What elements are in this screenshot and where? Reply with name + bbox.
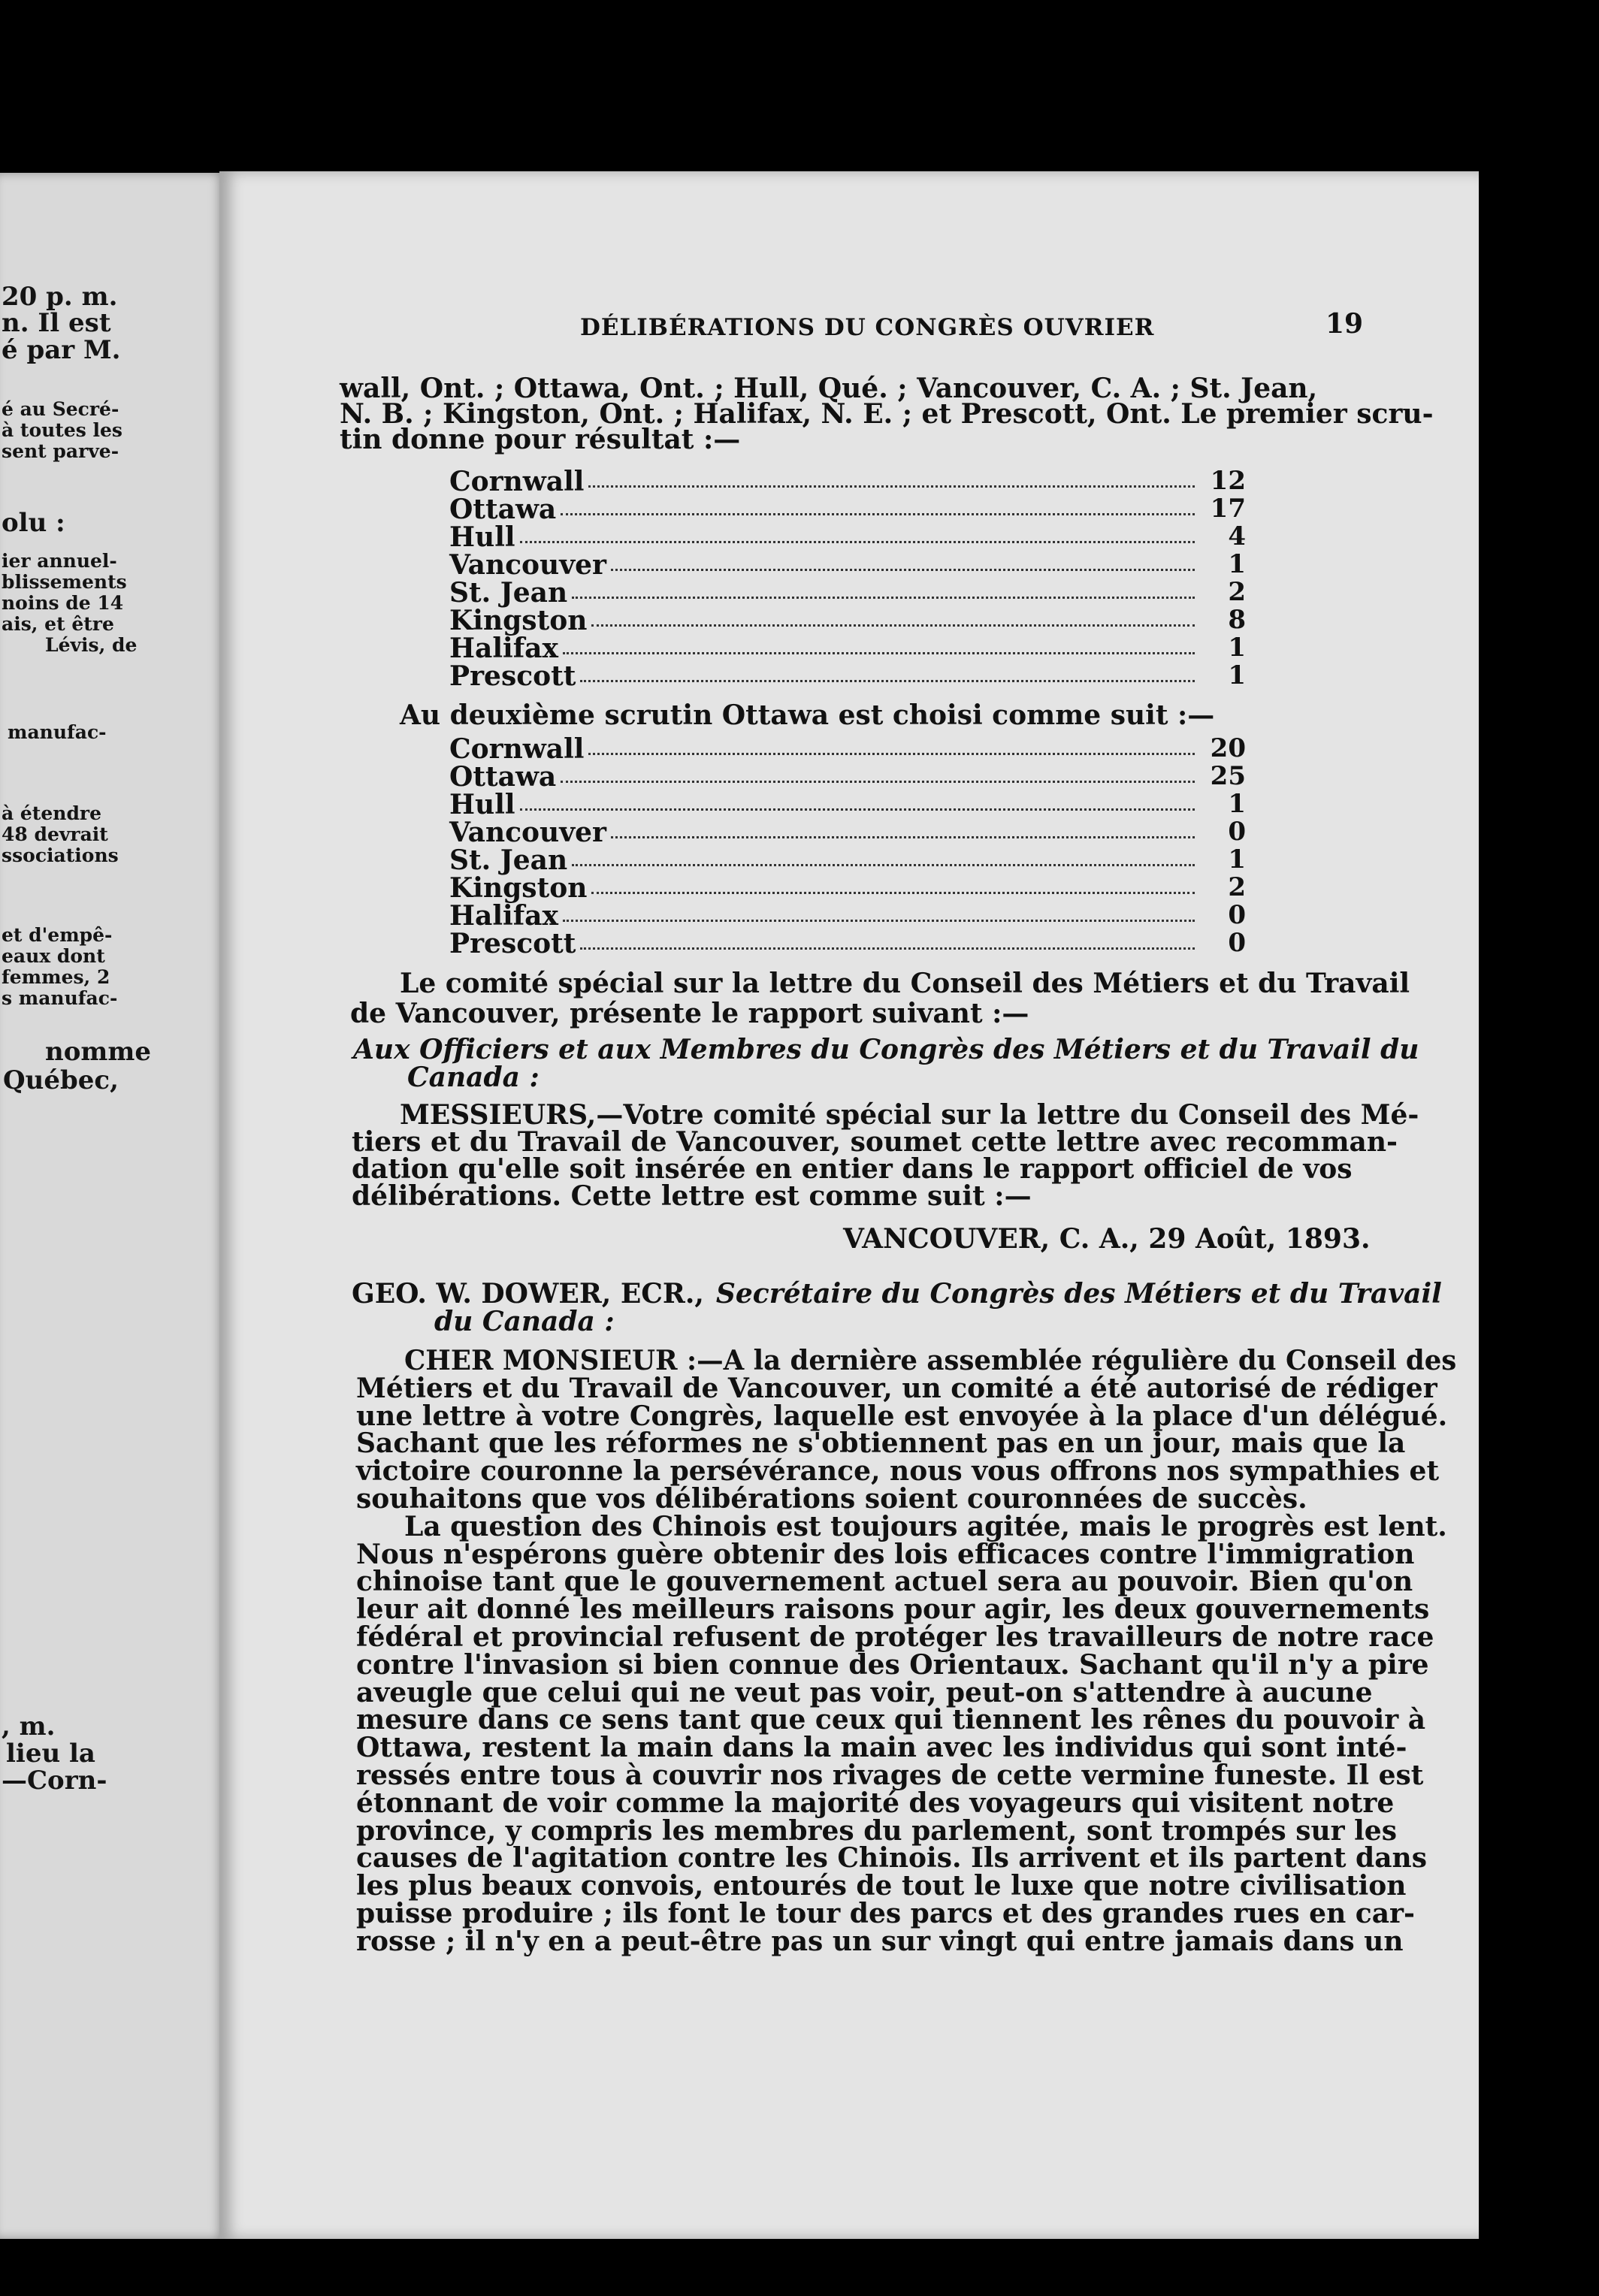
letter-line: une lettre à votre Congrès, laquelle est envoyée à la place d'un délégué. [356,1400,1448,1432]
first-ballot-candidate-name: Cornwall [449,466,585,497]
dot-leader [591,624,1195,627]
dot-leader [588,485,1195,488]
previous-page-text-fragment: femmes, 2 [2,966,110,988]
first-ballot-vote-count: 1 [1228,549,1246,579]
letter-line: mesure dans ce sens tant que ceux qui tiennent les rênes du pouvoir à [356,1704,1426,1736]
second-ballot-candidate-name: Halifax [449,900,558,932]
messieurs-line: dation qu'elle soit insérée en entier dans le rapport officiel de vos [352,1153,1353,1185]
previous-page-text-fragment: , m. [2,1711,56,1742]
letter-line: Métiers et du Travail de Vancouver, un comité a été autorisé de rédiger [356,1373,1437,1404]
previous-page-text-fragment: s manufac- [2,987,118,1009]
letter-line: Sachant que les réformes ne s'obtiennent pas en un jour, mais que la [356,1427,1406,1459]
previous-page-text-fragment: sent parve- [2,440,119,462]
messieurs-line: MESSIEURS,—Votre comité spécial sur la lettre du Conseil des Mé- [400,1099,1419,1131]
first-ballot-vote-count: 17 [1210,494,1246,524]
dot-leader [591,892,1195,894]
dot-leader [520,541,1195,543]
previous-page-text-fragment: ier annuel- [2,550,117,572]
intro-line: N. B. ; Kingston, Ont. ; Halifax, N. E. ; et Prescott, Ont. Le premier scru- [340,398,1434,430]
second-ballot-vote-count: 20 [1210,733,1246,763]
first-ballot-candidate-name: Hull [449,521,515,553]
second-ballot-candidate-name: Hull [449,789,515,820]
first-ballot-vote-count: 4 [1228,521,1246,551]
previous-page-text-fragment: 20 p. m. [2,282,118,312]
first-ballot-row [449,494,1479,524]
second-ballot-vote-count: 0 [1228,928,1246,958]
letter-line: leur ait donné les meilleurs raisons pour agir, les deux gouvernements [356,1594,1430,1625]
first-ballot-candidate-name: Halifax [449,633,558,664]
previous-page-text-fragment: à toutes les [2,419,123,441]
dot-leader [563,652,1195,654]
first-ballot-candidate-name: St. Jean [449,577,568,609]
first-ballot-row [449,577,1479,607]
second-ballot-intro: Au deuxième scrutin Ottawa est choisi comme suit :— [400,699,1215,731]
page-number: 19 [1325,308,1364,340]
letter-line: CHER MONSIEUR :—A la dernière assemblée régulière du Conseil des [404,1345,1457,1376]
previous-page-text-fragment: olu : [2,508,65,538]
dot-leader [563,920,1195,922]
letter-line: Ottawa, restent la main dans la main avec les individus qui sont inté- [356,1732,1407,1763]
dot-leader [561,781,1195,783]
previous-page-text-fragment: Québec, [3,1065,119,1095]
second-ballot-candidate-name: Kingston [449,872,588,904]
letter-line: Nous n'espérons guère obtenir des lois efficaces contre l'immigration [356,1539,1415,1570]
second-ballot-candidate-name: St. Jean [449,844,568,876]
messieurs-line: tiers et du Travail de Vancouver, soumet cette lettre avec recomman- [352,1126,1398,1158]
second-ballot-row [449,928,1479,958]
letter-line: puisse produire ; ils font le tour des parcs et des grandes rues en car- [356,1898,1415,1929]
letter-line: ressés entre tous à couvrir nos rivages de cette vermine funeste. Il est [356,1760,1424,1791]
previous-page-text-fragment: —Corn- [2,1766,107,1796]
committee-line: de Vancouver, présente le rapport suivant :— [350,998,1029,1029]
second-ballot-row [449,817,1479,847]
letter-line: les plus beaux convois, entourés de tout le luxe que notre civilisation [356,1870,1407,1902]
letter-line: aveugle que celui qui ne veut pas voir, peut-on s'attendre à aucune [356,1677,1373,1708]
second-ballot-row [449,789,1479,819]
letter-line: étonnant de voir comme la majorité des voyageurs qui visitent notre [356,1787,1395,1819]
dot-leader [572,864,1195,866]
letter-line: victoire couronne la persévérance, nous vous offrons nos sympathies et [356,1455,1440,1487]
dot-leader [572,597,1195,599]
first-ballot-vote-count: 1 [1228,660,1246,690]
dot-leader [520,808,1195,811]
first-ballot-row [449,549,1479,579]
letter-line: rosse ; il n'y en a peut-être pas un sur vingt qui entre jamais dans un [356,1926,1404,1957]
previous-page-text-fragment: lieu la [6,1739,95,1769]
letter-line: province, y compris les membres du parlement, sont trompés sur les [356,1815,1397,1847]
previous-page-text-fragment: à étendre [2,802,101,824]
second-ballot-row [449,872,1479,902]
first-ballot-candidate-name: Vancouver [449,549,607,581]
address-line: Aux Officiers et aux Membres du Congrès des Métiers et du Travail du [353,1034,1419,1065]
second-ballot-vote-count: 1 [1228,789,1246,819]
previous-page-text-fragment: 48 devrait [2,823,108,845]
recipient-name: GEO. W. DOWER, ECR., [352,1278,704,1310]
dateline: VANCOUVER, C. A., 29 Août, 1893. [843,1223,1371,1255]
letter-line: causes de l'agitation contre les Chinois. Ils arrivent et ils partent dans [356,1842,1427,1874]
first-ballot-candidate-name: Prescott [449,660,576,692]
dot-leader [611,569,1195,571]
running-header: DÉLIBÉRATIONS DU CONGRÈS OUVRIER [580,314,1155,341]
second-ballot-candidate-name: Vancouver [449,817,607,848]
previous-page-text-fragment: et d'empê- [2,924,113,946]
dot-leader [580,680,1195,682]
previous-page-fragment [0,173,225,2239]
letter-line: fédéral et provincial refusent de protéger les travailleurs de notre race [356,1621,1434,1653]
first-ballot-row [449,633,1479,663]
document-page [219,171,1479,2239]
previous-page-text-fragment: ais, et être [2,613,114,635]
first-ballot-vote-count: 1 [1228,633,1246,663]
recipient-title-cont: du Canada : [434,1306,615,1337]
letter-line: souhaitons que vos délibérations soient couronnées de succès. [356,1483,1307,1515]
first-ballot-row [449,521,1479,551]
first-ballot-row [449,605,1479,635]
previous-page-text-fragment: blissements [2,571,127,593]
previous-page-text-fragment: noins de 14 [2,592,124,614]
letter-line: chinoise tant que le gouvernement actuel sera au pouvoir. Bien qu'on [356,1566,1413,1597]
second-ballot-row [449,733,1479,763]
letter-line: contre l'invasion si bien connue des Orientaux. Sachant qu'il n'y a pire [356,1649,1429,1681]
dot-leader [588,753,1195,755]
previous-page-text-fragment: eaux dont [2,945,105,967]
previous-page-text-fragment: n. Il est [2,308,111,338]
second-ballot-candidate-name: Ottawa [449,761,557,793]
committee-line: Le comité spécial sur la lettre du Conseil des Métiers et du Travail [400,968,1410,999]
second-ballot-candidate-name: Cornwall [449,733,585,765]
previous-page-text-fragment: Lévis, de [45,634,138,656]
previous-page-text-fragment: ssociations [2,844,119,866]
second-ballot-vote-count: 0 [1228,817,1246,847]
letter-line: La question des Chinois est toujours agitée, mais le progrès est lent. [404,1511,1447,1542]
previous-page-text-fragment: é par M. [2,335,121,365]
second-ballot-candidate-name: Prescott [449,928,576,959]
first-ballot-row [449,660,1479,690]
first-ballot-vote-count: 2 [1228,577,1246,607]
second-ballot-vote-count: 25 [1210,761,1246,791]
first-ballot-vote-count: 8 [1228,605,1246,635]
first-ballot-candidate-name: Kingston [449,605,588,636]
dot-leader [580,947,1195,950]
first-ballot-candidate-name: Ottawa [449,494,557,525]
recipient-title: Secrétaire du Congrès des Métiers et du Travail [715,1278,1442,1310]
second-ballot-row [449,900,1479,930]
second-ballot-vote-count: 2 [1228,872,1246,902]
dot-leader [611,836,1195,838]
second-ballot-row [449,761,1479,791]
second-ballot-row [449,844,1479,875]
first-ballot-row [449,466,1479,496]
previous-page-text-fragment: nomme [45,1037,151,1067]
second-ballot-vote-count: 0 [1228,900,1246,930]
second-ballot-vote-count: 1 [1228,844,1246,875]
recipient-line [352,1278,1442,1310]
intro-line: wall, Ont. ; Ottawa, Ont. ; Hull, Qué. ; Vancouver, C. A. ; St. Jean, [340,373,1318,404]
first-ballot-vote-count: 12 [1210,466,1246,496]
dot-leader [561,513,1195,515]
previous-page-text-fragment: manufac- [8,721,107,743]
address-line: Canada : [407,1062,540,1093]
intro-line: tin donne pour résultat :— [340,424,741,455]
messieurs-line: délibérations. Cette lettre est comme suit :— [352,1180,1032,1212]
previous-page-text-fragment: é au Secré- [2,398,119,420]
